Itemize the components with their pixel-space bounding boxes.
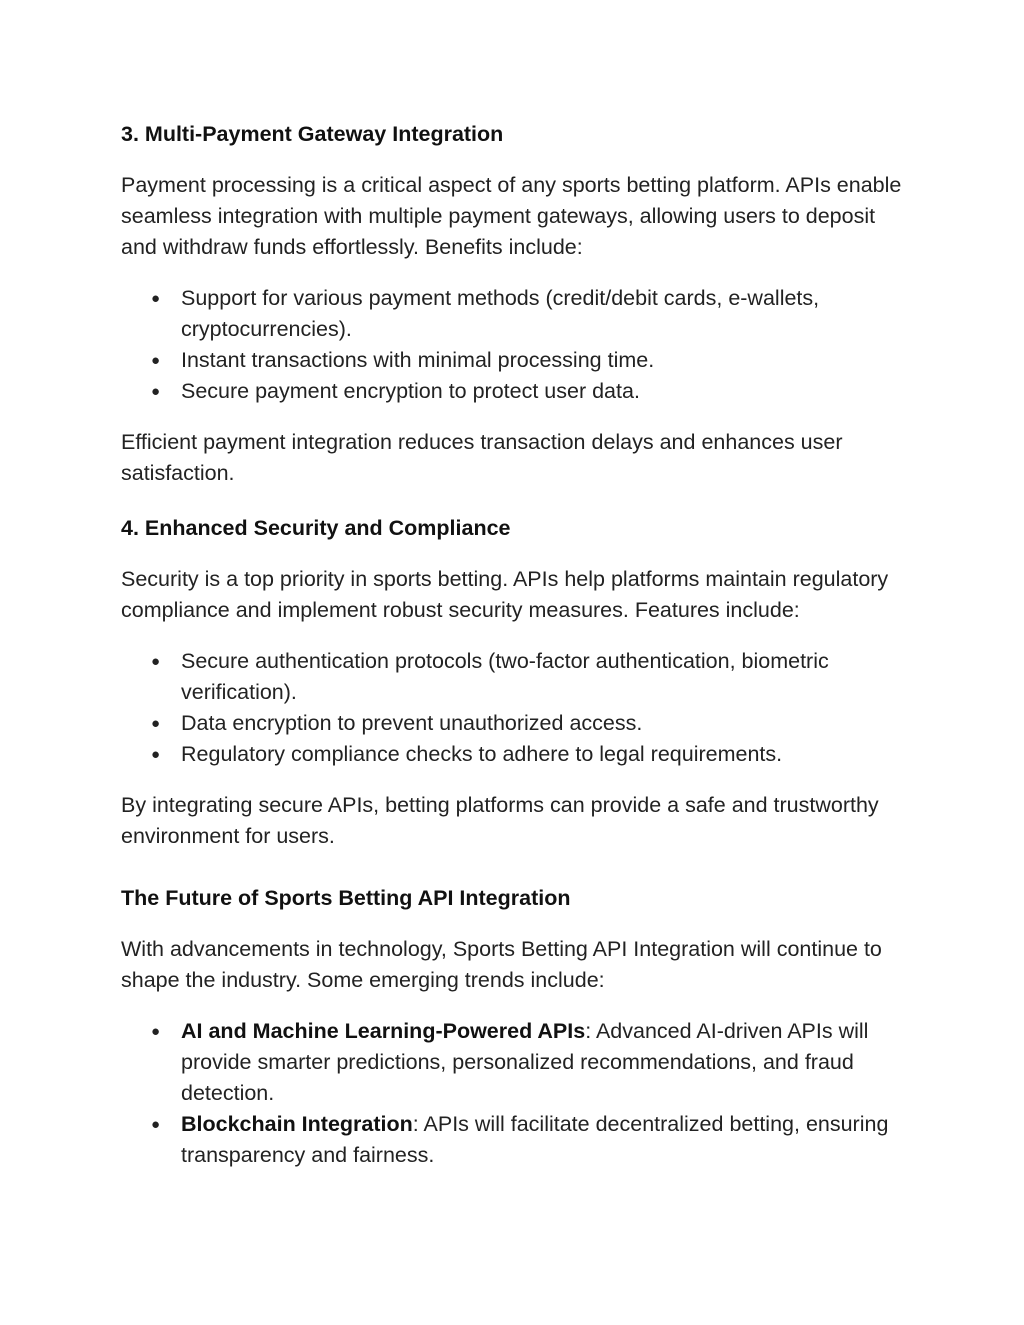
bullet-icon: ● xyxy=(151,715,161,732)
list-item xyxy=(151,345,911,376)
list-item-term: AI and Machine Learning-Powered APIs xyxy=(181,1019,586,1043)
list-item-text: Secure payment encryption to protect user data. xyxy=(181,379,640,403)
bullet-icon: ● xyxy=(151,1116,161,1133)
list-item xyxy=(151,376,911,407)
list-item xyxy=(151,708,911,739)
list-item-text: : APIs will facilitate decentralized betting, ensuring transparency and fairness. xyxy=(181,1112,889,1167)
bullet-list xyxy=(121,646,911,770)
bullet-list xyxy=(121,283,911,407)
list-item-text: Secure authentication protocols (two-factor authentication, biometric verification). xyxy=(181,649,829,704)
list-item-text: Support for various payment methods (credit/debit cards, e-wallets, cryptocurrencies). xyxy=(181,286,820,341)
list-item xyxy=(151,1016,911,1109)
section-heading: 3. Multi-Payment Gateway Integration xyxy=(121,122,504,146)
section-heading: 4. Enhanced Security and Compliance xyxy=(121,516,511,540)
bullet-icon: ● xyxy=(151,653,161,670)
section-intro: With advancements in technology, Sports Betting API Integration will continue to shape the industry. Some emerging trends include: xyxy=(121,937,882,992)
section-closing: By integrating secure APIs, betting platforms can provide a safe and trustworthy environment for users. xyxy=(121,793,879,848)
list-item xyxy=(151,739,911,770)
list-item-text: Instant transactions with minimal processing time. xyxy=(181,348,655,372)
bullet-icon: ● xyxy=(151,352,161,369)
section-intro: Payment processing is a critical aspect of any sports betting platform. APIs enable seamless integration with multiple payment gateways, allowing users to deposit and withdraw funds effortlessly. Benefits include: xyxy=(121,173,902,259)
bullet-list xyxy=(121,1016,911,1171)
list-item-text: Regulatory compliance checks to adhere to legal requirements. xyxy=(181,742,783,766)
list-item xyxy=(151,283,911,345)
bullet-icon: ● xyxy=(151,746,161,763)
bullet-icon: ● xyxy=(151,290,161,307)
list-item xyxy=(151,1109,911,1171)
section-intro: Security is a top priority in sports betting. APIs help platforms maintain regulatory compliance and implement robust security measures. Features include: xyxy=(121,567,889,622)
list-item-text: Data encryption to prevent unauthorized access. xyxy=(181,711,643,735)
list-item xyxy=(151,646,911,708)
list-item-term: Blockchain Integration xyxy=(181,1112,413,1136)
list-item-text: : Advanced AI-driven APIs will provide smarter predictions, personalized recommendations, and fraud detection. xyxy=(181,1019,869,1105)
document-page xyxy=(121,119,911,1171)
section-heading: The Future of Sports Betting API Integration xyxy=(121,886,571,910)
bullet-icon: ● xyxy=(151,1023,161,1040)
bullet-icon: ● xyxy=(151,383,161,400)
section-closing: Efficient payment integration reduces transaction delays and enhances user satisfaction. xyxy=(121,430,843,485)
